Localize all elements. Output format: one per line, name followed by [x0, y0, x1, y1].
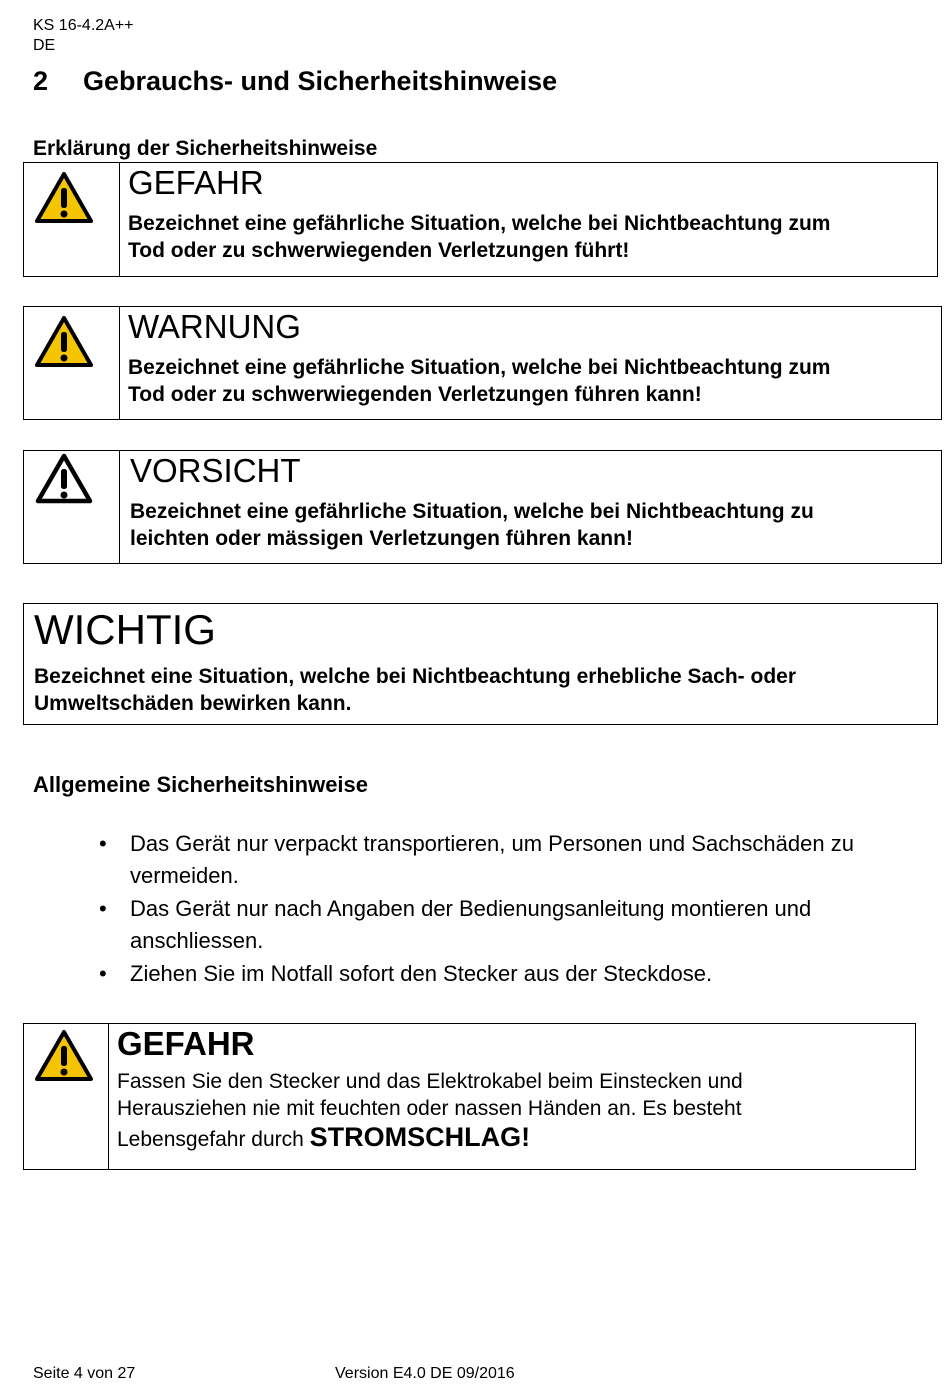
- box-description-line: [117, 1122, 907, 1155]
- electric-shock-danger-box: [23, 1023, 916, 1170]
- box-content: [130, 451, 935, 552]
- signal-word: VORSICHT: [130, 452, 301, 489]
- box-description-line: leichten oder mässigen Verletzungen führen kann!: [130, 527, 633, 550]
- box-content: [34, 604, 929, 717]
- warning-triangle-yellow-icon: [34, 1029, 94, 1082]
- list-item-line: Das Gerät nur verpackt transportieren, um Personen und Sachschäden zu: [130, 831, 854, 856]
- box-description-line: Herausziehen nie mit feuchten oder nassen Händen an. Es besteht: [117, 1097, 742, 1120]
- list-item-line: vermeiden.: [130, 863, 239, 888]
- box-content: [117, 1024, 907, 1155]
- list-item: [96, 893, 916, 957]
- list-item-line: Das Gerät nur nach Angaben der Bedienungsanleitung montieren und: [130, 896, 812, 921]
- warning-triangle-yellow-icon: [34, 171, 94, 224]
- warning-explanation-box: [23, 306, 942, 420]
- lebensgefahr-text: Lebensgefahr durch: [117, 1128, 310, 1151]
- icon-cell: [24, 307, 120, 419]
- bullet-symbol: •: [99, 896, 107, 921]
- bullet-symbol: •: [99, 961, 107, 986]
- box-description-line: Bezeichnet eine Situation, welche bei Nichtbeachtung erhebliche Sach- oder: [34, 665, 796, 688]
- box-description-line: Fassen Sie den Stecker und das Elektrokabel beim Einstecken und: [117, 1070, 743, 1093]
- signal-word: GEFAHR: [117, 1025, 255, 1062]
- warning-triangle-yellow-icon: [34, 315, 94, 368]
- document-header: [33, 16, 134, 56]
- list-item-line: Ziehen Sie im Notfall sofort den Stecker aus der Steckdose.: [130, 961, 713, 986]
- important-explanation-box: [23, 603, 938, 725]
- box-description-line: Tod oder zu schwerwiegenden Verletzungen führt!: [128, 239, 630, 262]
- box-description-line: Umweltschäden bewirken kann.: [34, 692, 352, 715]
- box-content: [128, 163, 928, 264]
- explanation-heading: Erklärung der Sicherheitshinweise: [33, 137, 378, 160]
- list-item: [96, 958, 916, 990]
- warning-triangle-outline-icon: [34, 452, 94, 505]
- section-title: [33, 64, 557, 98]
- list-item-line: anschliessen.: [130, 928, 264, 953]
- box-content: [128, 307, 933, 408]
- page-number: Seite 4 von 27: [33, 1365, 136, 1382]
- list-item: [96, 828, 916, 892]
- general-safety-list: [96, 828, 916, 991]
- icon-cell: [24, 1024, 109, 1169]
- signal-word: WICHTIG: [34, 606, 216, 653]
- bullet-symbol: •: [99, 831, 107, 856]
- box-description-line: Bezeichnet eine gefährliche Situation, welche bei Nichtbeachtung zum: [128, 356, 831, 379]
- caution-explanation-box: [23, 450, 942, 564]
- section-title-text: Gebrauchs- und Sicherheitshinweise: [83, 66, 558, 96]
- general-heading: Allgemeine Sicherheitshinweise: [33, 772, 369, 797]
- language-label: DE: [33, 37, 56, 54]
- box-description-line: Bezeichnet eine gefährliche Situation, welche bei Nichtbeachtung zu: [130, 500, 814, 523]
- version-label: Version E4.0 DE 09/2016: [335, 1365, 515, 1382]
- signal-word: WARNUNG: [128, 308, 301, 345]
- signal-word: GEFAHR: [128, 164, 264, 201]
- icon-cell: [24, 451, 120, 563]
- stromschlag-emphasis: STROMSCHLAG!: [309, 1122, 531, 1152]
- section-number: 2: [33, 66, 49, 96]
- danger-explanation-box: [23, 162, 938, 277]
- icon-cell: [24, 163, 120, 276]
- box-description-line: Bezeichnet eine gefährliche Situation, welche bei Nichtbeachtung zum: [128, 212, 831, 235]
- box-description-line: Tod oder zu schwerwiegenden Verletzungen führen kann!: [128, 383, 702, 406]
- model-label: KS 16-4.2A++: [33, 17, 134, 34]
